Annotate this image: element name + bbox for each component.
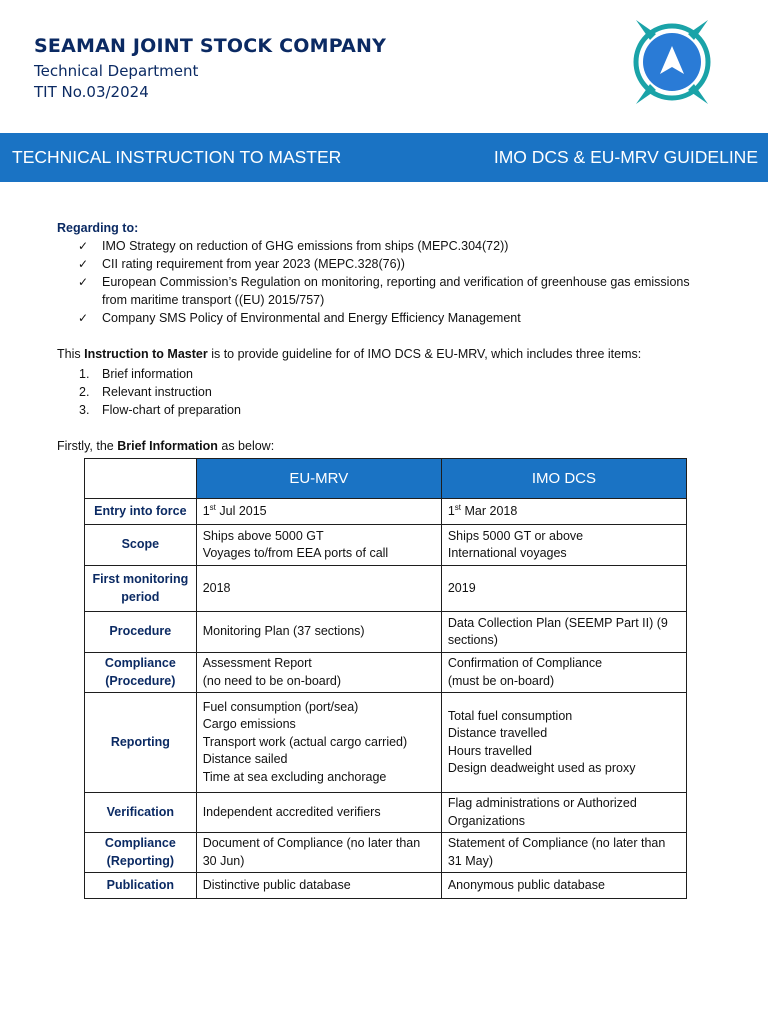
column-header-eu-mrv: EU-MRV	[196, 459, 441, 499]
table-row	[85, 793, 687, 833]
firstly-bold: Brief Information	[117, 439, 218, 453]
row-label: Compliance (Procedure)	[85, 653, 197, 693]
imo-dcs-cell	[441, 653, 686, 693]
list-item	[79, 365, 241, 383]
row-label: Reporting	[85, 693, 197, 793]
regarding-item-text: IMO Strategy on reduction of GHG emissions from ships (MEPC.304(72))	[102, 239, 509, 253]
company-name: SEAMAN JOINT STOCK COMPANY	[34, 35, 387, 57]
eu-mrv-cell	[196, 612, 441, 653]
row-label: Verification	[85, 793, 197, 833]
cell-line: Monitoring Plan (37 sections)	[202, 624, 365, 639]
cell-line: Assessment Report	[202, 656, 312, 670]
imo-dcs-cell	[441, 693, 686, 793]
eu-mrv-cell	[196, 499, 441, 525]
document-number: TIT No.03/2024	[34, 83, 149, 101]
cell-line: 2018	[202, 580, 231, 595]
row-label: Entry into force	[85, 499, 197, 525]
table-corner-cell	[85, 459, 197, 499]
list-item	[79, 383, 241, 401]
regarding-item	[78, 237, 718, 255]
row-label: Compliance (Reporting)	[85, 833, 197, 873]
compass-arrow-logo-icon	[622, 12, 718, 112]
firstly-suffix: as below:	[217, 439, 275, 453]
banner-left-title: TECHNICAL INSTRUCTION TO MASTER	[12, 147, 342, 167]
eu-mrv-cell	[196, 653, 441, 693]
title-banner	[0, 133, 768, 182]
regarding-item-text: European Commission’s Regulation on monitoring, reporting and verification of greenhouse gas emissions from maritime transport ((EU) 2015/757)	[102, 275, 690, 307]
intro-prefix: This	[57, 347, 85, 361]
list-item-number: 1.	[79, 367, 90, 381]
check-icon: ✓	[78, 311, 89, 325]
table-header-row	[85, 459, 687, 499]
row-label: Publication	[85, 873, 197, 899]
table-row	[85, 525, 687, 566]
cell-line: Cargo emissions	[202, 717, 296, 732]
eu-mrv-cell	[196, 566, 441, 612]
cell-line: Hours travelled	[447, 743, 532, 758]
cell-line: Design deadweight used as proxy	[447, 761, 636, 775]
banner-right-title: IMO DCS & EU-MRV GUIDELINE	[493, 147, 758, 167]
table-row	[85, 693, 687, 793]
intro-paragraph	[57, 345, 717, 363]
cell-line: Time at sea excluding anchorage	[202, 769, 387, 784]
cell-line: Fuel consumption (port/sea)	[202, 699, 359, 714]
items-list	[79, 365, 241, 419]
regarding-title: Regarding to:	[57, 221, 139, 235]
eu-mrv-cell	[196, 525, 441, 566]
row-label: First monitoring period	[85, 566, 197, 612]
check-icon: ✓	[78, 239, 89, 253]
cell-line: Total fuel consumption	[447, 708, 573, 723]
imo-dcs-cell	[441, 525, 686, 566]
row-label: Scope	[85, 525, 197, 566]
date-day: 1	[202, 503, 210, 518]
eu-mrv-cell	[196, 693, 441, 793]
date-rest: Jul 2015	[215, 503, 267, 518]
list-item-text: Relevant instruction	[102, 385, 212, 399]
cell-line: Ships above 5000 GT	[202, 528, 324, 543]
table-row	[85, 566, 687, 612]
table-row	[85, 499, 687, 525]
cell-line: Document of Compliance (no later than 30 Jun)	[202, 836, 421, 868]
list-item	[79, 401, 241, 419]
table-row	[85, 612, 687, 653]
intro-suffix: is to provide guideline for of IMO DCS & EU-MRV, which includes three items:	[207, 347, 642, 361]
cell-line: Distinctive public database	[202, 877, 351, 892]
cell-line: Voyages to/from EEA ports of call	[202, 546, 389, 560]
regarding-item	[78, 255, 718, 273]
table-row	[85, 873, 687, 899]
eu-mrv-cell	[196, 873, 441, 899]
date-suffix: st	[454, 502, 462, 512]
imo-dcs-cell	[441, 499, 686, 525]
cell-line: International voyages	[447, 546, 567, 560]
check-icon: ✓	[78, 275, 89, 289]
cell-line: Transport work (actual cargo carried)	[202, 734, 408, 749]
cell-line: 2019	[447, 580, 476, 595]
list-item-text: Brief information	[102, 367, 194, 381]
cell-line: Flag administrations or Authorized Organizations	[447, 796, 637, 828]
intro-bold: Instruction to Master	[84, 347, 208, 361]
list-item-number: 3.	[79, 403, 90, 417]
check-icon: ✓	[78, 257, 89, 271]
firstly-paragraph	[57, 437, 274, 455]
cell-line: Statement of Compliance (no later than 31 May)	[447, 836, 666, 868]
imo-dcs-cell	[441, 873, 686, 899]
list-item-number: 2.	[79, 385, 90, 399]
imo-dcs-cell	[441, 612, 686, 653]
imo-dcs-cell	[441, 793, 686, 833]
cell-line: Distance travelled	[447, 726, 548, 740]
regarding-item-text: CII rating requirement from year 2023 (MEPC.328(76))	[102, 257, 405, 271]
imo-dcs-cell	[441, 833, 686, 873]
cell-line: Ships 5000 GT or above	[447, 528, 584, 543]
department-name: Technical Department	[34, 62, 199, 80]
firstly-prefix: Firstly, the	[57, 439, 118, 453]
eu-mrv-cell	[196, 833, 441, 873]
date-suffix: st	[209, 502, 216, 512]
date-day: 1	[447, 503, 455, 518]
eu-mrv-cell	[196, 793, 441, 833]
list-item-text: Flow-chart of preparation	[102, 403, 241, 417]
cell-line: Data Collection Plan (SEEMP Part II) (9 sections)	[447, 615, 668, 647]
date-rest: Mar 2018	[461, 503, 518, 518]
regarding-list	[78, 237, 718, 327]
regarding-item	[78, 309, 718, 327]
regarding-item-text: Company SMS Policy of Environmental and Energy Efficiency Management	[102, 311, 521, 325]
regarding-item	[78, 273, 718, 309]
table-row	[85, 833, 687, 873]
cell-line: Independent accredited verifiers	[202, 804, 381, 819]
cell-line: (must be on-board)	[447, 673, 555, 688]
cell-line: (no need to be on-board)	[202, 673, 341, 688]
imo-dcs-cell	[441, 566, 686, 612]
table-row	[85, 653, 687, 693]
column-header-imo-dcs: IMO DCS	[441, 459, 686, 499]
cell-line: Distance sailed	[202, 752, 288, 767]
row-label: Procedure	[85, 612, 197, 653]
cell-line: Confirmation of Compliance	[447, 656, 603, 670]
cell-line: Anonymous public database	[447, 877, 605, 892]
brief-information-table	[84, 458, 687, 899]
